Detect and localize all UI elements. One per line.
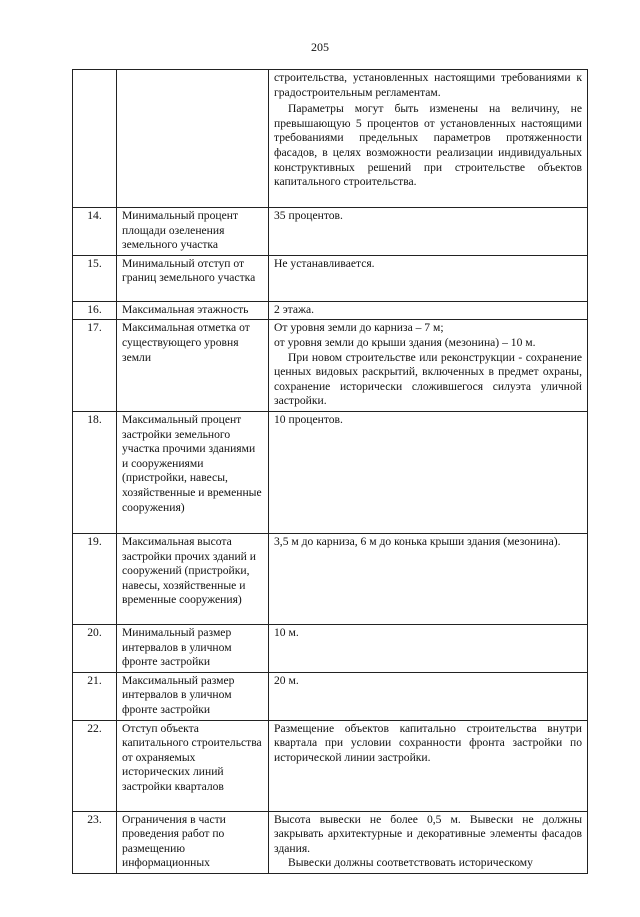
value-paragraph: При новом строительстве или реконструкции - сохранение ценных видовых раскрытий, включенных в предмет охраны, сохранение исторически сложившегося силуэта уличной застройки. xyxy=(274,350,582,408)
table-row xyxy=(73,720,588,811)
parameter-name: Максимальная этажность xyxy=(117,301,269,320)
parameter-name: Минимальный размер интервалов в уличном фронте застройки xyxy=(117,624,269,672)
value-paragraph: 3,5 м до карниза, 6 м до конька крыши здания (мезонина). xyxy=(274,534,561,548)
table-row xyxy=(73,411,588,533)
table-row xyxy=(73,208,588,256)
parameter-value xyxy=(269,672,588,720)
parameter-value xyxy=(269,301,588,320)
table-row xyxy=(73,811,588,873)
value-paragraph: Вывески должны соответствовать историческому xyxy=(288,856,533,870)
table-row xyxy=(73,320,588,412)
row-number: 18. xyxy=(73,411,117,533)
parameter-name: Максимальный размер интервалов в уличном фронте застройки xyxy=(117,672,269,720)
value-paragraph: Параметры могут быть изменены на величину, не превышающую 5 процентов от установленных настоящими требованиями предельных параметров протяженности фасадов, в целях возможности реализации индивидуальных конструктивных решений при строительстве объектов капитального строительства. xyxy=(274,102,582,189)
parameter-name: Максимальная высота застройки прочих зданий и сооружений (пристройки, навесы, хозяйственные и временные сооружения) xyxy=(117,533,269,624)
value-paragraph: от уровня земли до крыши здания (мезонина) – 10 м. xyxy=(274,335,536,349)
parameter-name: Минимальный процент площади озеленения земельного участка xyxy=(117,208,269,256)
table-row xyxy=(73,70,588,208)
row-number: 17. xyxy=(73,320,117,412)
value-paragraph: 2 этажа. xyxy=(274,302,315,316)
value-paragraph: Не устанавливается. xyxy=(274,256,375,270)
parameter-name: Отступ объекта капитального строительства от охраняемых исторических линий застройки кварталов xyxy=(117,720,269,811)
row-number: 19. xyxy=(73,533,117,624)
parameter-name: Максимальная отметка от существующего уровня земли xyxy=(117,320,269,412)
row-number: 14. xyxy=(73,208,117,256)
parameter-value xyxy=(269,70,588,208)
table-row xyxy=(73,624,588,672)
value-paragraph: строительства, установленных настоящими требованиями к градостроительным регламентам. xyxy=(274,71,582,99)
row-number: 21. xyxy=(73,672,117,720)
parameter-value xyxy=(269,255,588,301)
parameter-name: Минимальный отступ от границ земельного участка xyxy=(117,255,269,301)
row-number xyxy=(73,70,117,208)
table-row xyxy=(73,301,588,320)
table-row xyxy=(73,533,588,624)
page-number: 205 xyxy=(311,40,329,54)
value-paragraph: Размещение объектов капитально строительства внутри квартала при условии сохранности фронта застройки по исторической линии застройки. xyxy=(274,721,582,764)
table-row xyxy=(73,672,588,720)
row-number: 22. xyxy=(73,720,117,811)
parameter-value xyxy=(269,320,588,412)
parameter-value xyxy=(269,720,588,811)
parameter-name xyxy=(117,70,269,208)
parameter-value xyxy=(269,811,588,873)
row-number: 23. xyxy=(73,811,117,873)
regulations-table xyxy=(72,69,588,874)
parameter-value xyxy=(269,624,588,672)
parameter-value xyxy=(269,208,588,256)
parameter-value xyxy=(269,411,588,533)
value-paragraph: От уровня земли до карниза – 7 м; xyxy=(274,321,444,335)
row-number: 15. xyxy=(73,255,117,301)
value-paragraph: 10 м. xyxy=(274,625,299,639)
value-paragraph: 35 процентов. xyxy=(274,209,343,222)
parameter-value xyxy=(269,533,588,624)
value-paragraph: Высота вывески не более 0,5 м. Вывески не должны закрывать архитектурные и декоративные элементы фасадов здания. xyxy=(274,812,582,855)
parameter-name: Максимальный процент застройки земельного участка прочими зданиями и сооружениями (пристройки, навесы, хозяйственные и временные сооружения) xyxy=(117,411,269,533)
value-paragraph: 10 процентов. xyxy=(274,412,343,426)
row-number: 16. xyxy=(73,301,117,320)
parameter-name: Ограничения в части проведения работ по размещению информационных xyxy=(117,811,269,873)
value-paragraph: 20 м. xyxy=(274,673,299,687)
table-row xyxy=(73,255,588,301)
row-number: 20. xyxy=(73,624,117,672)
